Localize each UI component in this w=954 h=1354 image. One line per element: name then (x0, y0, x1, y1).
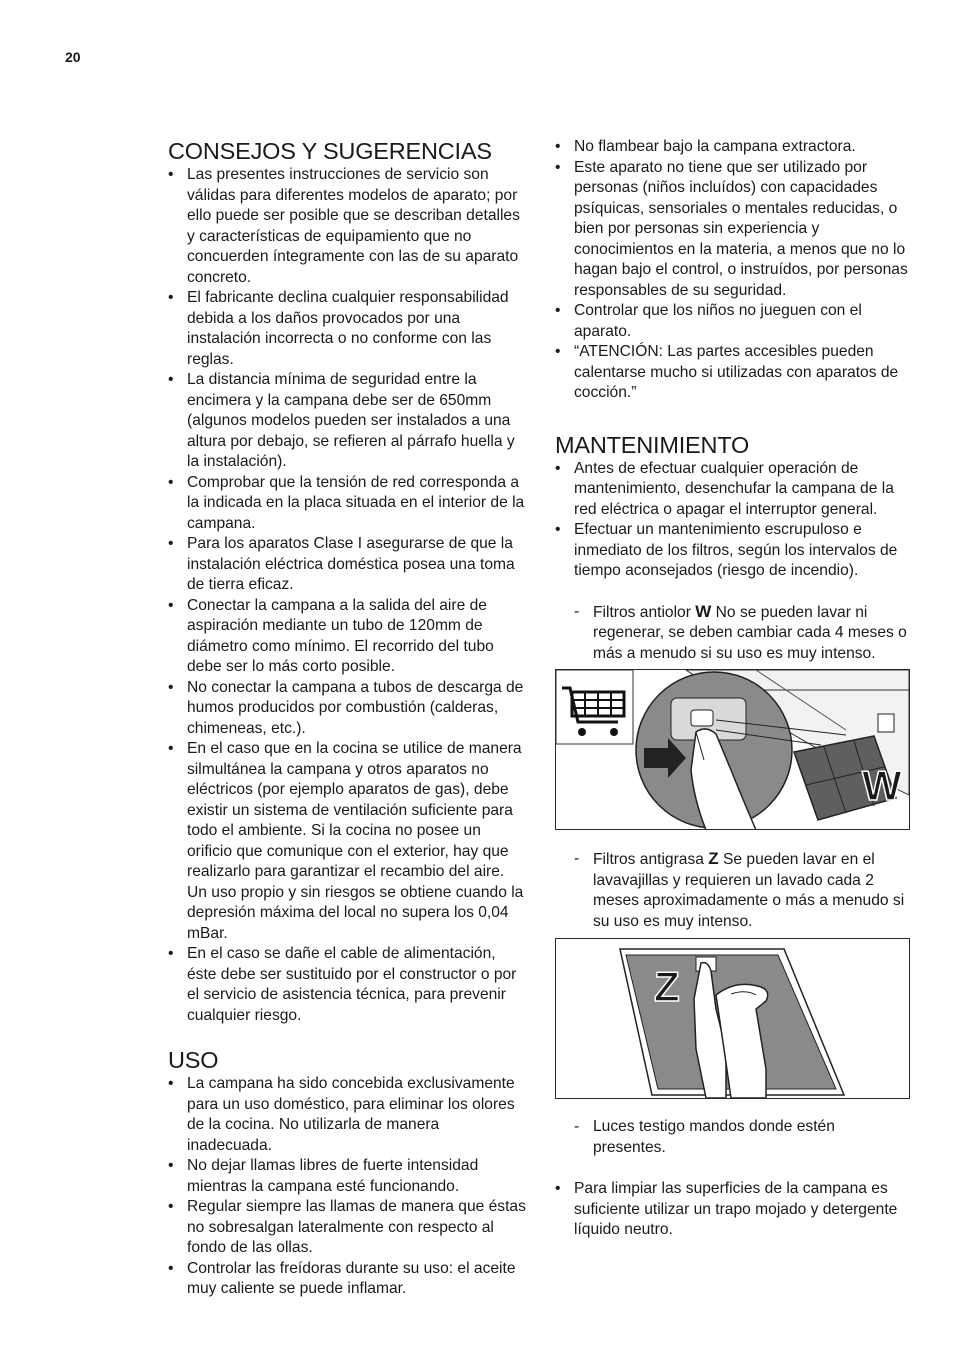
list-item: • Las presentes instrucciones de servicio son válidas para diferentes modelos de aparato; por ello puede ser posible que se describan detalles y características de equipamiento que no concuerden íntegramente con las de su aparato concreto. (168, 165, 528, 288)
cleaning-list (555, 1179, 911, 1241)
consejos-list (168, 165, 528, 1026)
list-item: • No conectar la campana a tubos de descarga de humos producidos por combustión (calderas, chimeneas, etc.). (168, 678, 528, 740)
list-item: • Conectar la campana a la salida del aire de aspiración mediante un tubo de 120mm de diámetro como mínimo. El recorrido del tubo debe ser lo más corto posible. (168, 596, 528, 678)
list-item: • La distancia mínima de seguridad entre la encimera y la campana debe ser de 650mm (algunos modelos pueden ser instalados a una altura por debajo, se refieren al párrafo huella y la instalación). (168, 370, 528, 473)
page-number: 20 (65, 49, 81, 65)
list-item: • Controlar que los niños no jueguen con el aparato. (555, 301, 911, 342)
list-item: • Este aparato no tiene que ser utilizado por personas (niños incluídos) con capacidades psíquicas, sensoriales o mentales reducidas, o bien por personas sin experiencia y conocimientos en la materia, a menos que no lo hagan bajo el control, o instruídos, por personas responsables de su seguridad. (555, 158, 911, 302)
filter-w-label: W (862, 762, 902, 809)
list-item: • En el caso se dañe el cable de alimentación, éste debe ser sustituido por el constructor o por el servicio de asistencia técnica, para prevenir cualquier riesgo. (168, 944, 528, 1026)
luces-text: Luces testigo mandos donde estén presentes. (593, 1118, 835, 1156)
uso-heading: USO (168, 1047, 219, 1073)
list-item: • Efectuar un mantenimiento escrupuloso e inmediato de los filtros, según los intervalos de tiempo aconsejados (riesgo de incendio). (555, 520, 911, 582)
filter-z-letter: Z (708, 849, 719, 868)
charcoal-filter-illustration (556, 670, 909, 829)
filtros-antigrasa-text: Se pueden lavar en el lavavajillas y requieren un lavado cada 2 meses aproximadamente o más a menudo si su uso es muy intenso. (593, 851, 905, 930)
filtros-antiolor-label: Filtros antiolor (593, 603, 691, 621)
grease-filter-illustration (556, 939, 909, 1098)
list-item: • Para los aparatos Clase I asegurarse de que la instalación eléctrica doméstica posea una toma de tierra eficaz. (168, 534, 528, 596)
filtros-antigrasa-label: Filtros antigrasa (593, 851, 704, 868)
filtros-antiolor-item (555, 602, 911, 665)
list-item: • Comprobar que la tensión de red corresponda a la indicada en la placa situada en el interior de la campana. (168, 473, 528, 535)
left-column (168, 137, 528, 1300)
filtros-antigrasa-item (555, 849, 911, 932)
safety-list (555, 137, 911, 404)
grease-filter-figure (555, 938, 910, 1099)
list-item: • El fabricante declina cualquier responsabilidad debida a los daños provocados por una instalación incorrecta o no conforme con las reglas. (168, 288, 528, 370)
filter-w-letter: W (695, 601, 712, 621)
consejos-heading: CONSEJOS Y SUGERENCIAS (168, 138, 492, 164)
luces-item (555, 1117, 911, 1158)
list-item: • “ATENCIÓN: Las partes accesibles pueden calentarse mucho si utilizadas con aparatos de cocción.” (555, 342, 911, 404)
list-item: • Para limpiar las superficies de la campana es suficiente utilizar un trapo mojado y detergente líquido neutro. (555, 1179, 911, 1241)
charcoal-filter-figure (555, 669, 910, 830)
right-column (555, 137, 911, 1241)
list-item: • Antes de efectuar cualquier operación de mantenimiento, desenchufar la campana de la red eléctrica o apagar el interruptor general. (555, 459, 911, 521)
uso-list (168, 1074, 528, 1300)
list-item: • Controlar las freídoras durante su uso: el aceite muy caliente se puede inflamar. (168, 1259, 528, 1300)
filtros-antiolor-text: No se pueden lavar ni regenerar, se deben cambiar cada 4 meses o más a menudo si su uso es muy intenso. (593, 603, 907, 662)
mantenimiento-list (555, 459, 911, 582)
filter-z-label: Z (654, 963, 680, 1010)
list-item: • No flambear bajo la campana extractora. (555, 137, 911, 158)
list-item: • Regular siempre las llamas de manera que éstas no sobresalgan lateralmente con respecto al fondo de las ollas. (168, 1197, 528, 1259)
list-item: • La campana ha sido concebida exclusivamente para un uso doméstico, para eliminar los olores de la cocina. No utilizarla de manera inadecuada. (168, 1074, 528, 1156)
list-item: • No dejar llamas libres de fuerte intensidad mientras la campana esté funcionando. (168, 1156, 528, 1197)
list-item: • En el caso que en la cocina se utilice de manera silmultánea la campana y otros aparatos no eléctricos (por ejemplo aparatos de gas), debe existir un sistema de ventilación suficiente para todo el ambiente. Si la cocina no posee un orificio que comunique con el exterior, hay que realizarlo para garantizar el recambio del aire. Un uso propio y sin riesgos se obtiene cuando la depresión máxima del local no supera los 0,04 mBar. (168, 739, 528, 944)
mantenimiento-heading: MANTENIMIENTO (555, 431, 750, 458)
